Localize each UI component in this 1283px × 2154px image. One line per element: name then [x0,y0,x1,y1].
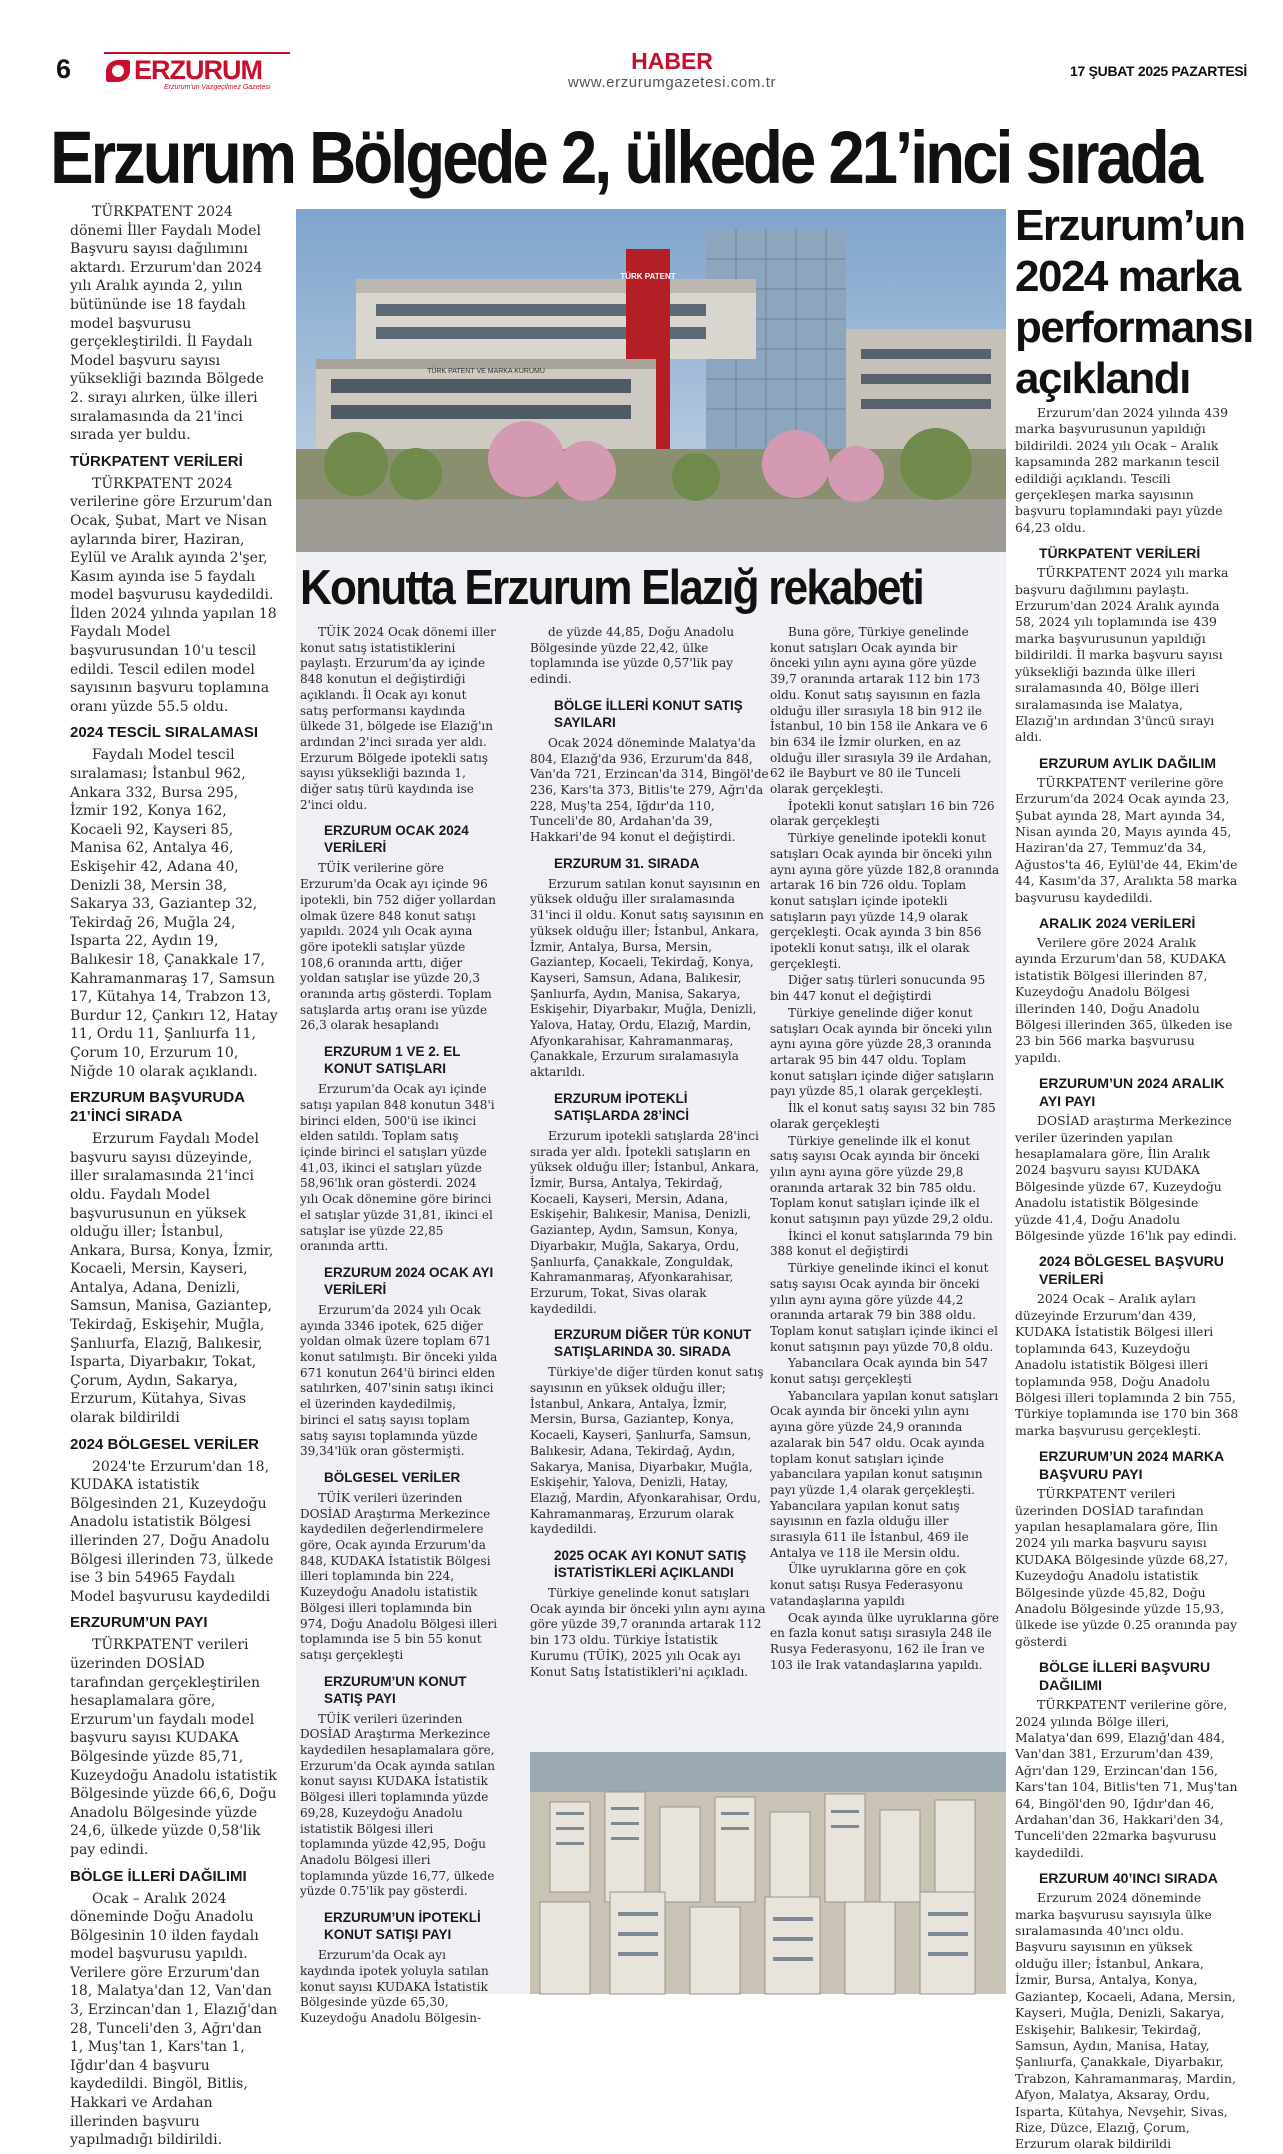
sidebar-headline: Erzurum’un 2024 marka performansı açıklandı [1015,201,1253,403]
article-konut-column-1 [300,625,498,2028]
sign-kurum: TÜRK PATENT VE MARKA KURUMU [427,368,545,375]
section-subheading: ERZURUM’UN 2024 ARALIK AYI PAYI [1039,1075,1225,1110]
section-subheading: ERZURUM AYLIK DAĞILIM [1039,754,1217,771]
logo-text: ERZURUM [134,55,262,85]
paragraph: İlk el konut satış sayısı 32 bin 785 olarak gerçekleşti [770,1101,996,1131]
article-konut-column-2 [530,625,770,1681]
page-header [0,0,1283,95]
section-subheading: ERZURUM’UN 2024 MARKA BAŞVURU PAYI [1039,1448,1224,1483]
article-faydali-model [70,203,278,2151]
paragraph: Faydalı Model tescil sıralaması; İstanbul 962, Ankara 332, Bursa 295, İzmir 192, Konya 162, Kocaeli 92, Kayseri 85, Manisa 62, Antalya 46, Eskişehir 42, Adana 40, Denizli 38, Mersin 38, Sakarya 33, Gaziantep 32, Tekirdağ 26, Muğla 24, Isparta 22, Aydın 19, Balıkesir 18, Çanakkale 17, Kahramanmaraş 17, Samsun 17, Kütahya 14, Trabzon 13, Burdur 12, Çankırı 12, Hatay 11, Ordu 11, Şanlıurfa 11, Çorum 10, Erzurum 10, Niğde 10 olarak açıklandı. [70,747,278,1080]
paragraph: İkinci el konut satışlarında 79 bin 388 konut el değiştirdi [770,1228,993,1259]
paragraph: TÜRKPATENT 2024 dönemi İller Faydalı Model Başvuru sayısı dağılımını aktardı. Erzurum'dan 2024 yılı Aralık ayında 2, yılın bütününde ise 18 faydalı model başvurusu gerçekleştirildi. İl Faydalı Model başvuru sayısı yüksekliği bazında Bölgede 2. sırayı alırken, ülke illeri sıralamasında da 21'inci sırada yer buldu. [70,204,264,444]
building-illustration [296,209,1006,552]
paragraph: TÜİK verileri üzerinden DOSİAD Araştırma Merkezince kaydedilen hesaplamalara göre, Erzurum'da Ocak ayında satılan konut sayısı KUDAKA İstatistik Bölgesi illeri toplamında yüzde 69,28, Kuzeydoğu Anadolu istatistik Bölgesi illeri toplamında yüzde 42,95, Doğu Anadolu Bölgesi illeri toplamında yüzde 16,77, ülkede yüzde 0.75'lik pay gösterdi. [300,1711,495,1899]
paragraph: TÜİK verileri üzerinden DOSİAD Araştırma Merkezince kaydedilen değerlendirmelere göre, Ocak ayında Erzurum'da 848, KUDAKA İstatistik Bölgesi illeri toplamında bin 224, Kuzeydoğu Anadolu istatistik Bölgesi illeri toplamında bin 974, Doğu Anadolu Bölgesi illeri toplamında ise 5 bin 55 konut satışı gerçekleşti [300,1490,498,1662]
main-headline: Erzurum Bölgede 2, ülkede 21’inci sırada [50,116,1200,199]
paragraph: DOSİAD araştırma Merkezince veriler üzerinden yapılan hesaplamalara göre, İlin Aralık 2024 başvuru sayısı KUDAKA Bölgesinde yüzde 67, Kuzeydoğu Anadolu istatistik Bölgesinde yüzde 41,4, Doğu Anadolu Bölgesinde yüzde 16'lık pay edindi. [1015,1113,1237,1244]
section-subheading: ERZURUM 1 VE 2. EL KONUT SATIŞLARI [324,1044,461,1077]
paragraph: Erzurum'da Ocak ayı kaydında ipotek yoluyla satılan konut sayısı KUDAKA İstatistik Bölgesinde yüzde 65,30, Kuzeydoğu Anadolu Bölgesin- [300,1948,489,2025]
paragraph: İpotekli konut satışları 16 bin 726 olarak gerçekleşti [770,798,995,829]
paragraph: Erzurum ipotekli satışlarda 28'inci sırada yer aldı. İpotekli satışların en yüksek olduğu iller; İstanbul, Ankara, İzmir, Bursa, Antalya, Tekirdağ, Kocaeli, Kayseri, Mersin, Adana, Eskişehir, Balıkesir, Manisa, Denizli, Gaziantep, Aydın, Samsun, Konya, Diyarbakır, Muğla, Sakarya, Ordu, Şanlıurfa, Çanakkale, Zonguldak, Kahramanmaraş, Afyonkarahisar, Erzurum, Tokat, Sivas olarak kaydedildi. [530,1128,760,1316]
section-subheading: ERZURUM DİĞER TÜR KONUT SATIŞLARINDA 30. SIRADA [554,1327,752,1360]
paragraph: Diğer satış türleri sonucunda 95 bin 447 konut el değiştirdi [770,973,986,1004]
logo-slogan: Erzurum'un Vazgeçilmez Gazetesi [164,84,271,91]
paragraph: Erzurum'dan 2024 yılında 439 marka başvurusunun yapıldığı bildirildi. 2024 yılı Ocak – Aralık kapsamında 282 markanın tescil edildiği açıklandı. Tescili gerçekleşen marka sayısının başvuru toplamındaki payı yüzde 64,23 oldu. [1015,405,1229,535]
paragraph: TÜRKPATENT verileri üzerinden DOSİAD tarafından yapılan hesaplamalara göre, İlin 2024 yılı marka başvuru sayısı KUDAKA Bölgesinde yüzde 68,27, Kuzeydoğu Anadolu istatistik Bölgesinde yüzde 45,82, Doğu Anadolu Bölgesinde yüzde 15,93, ülkede ise yüzde 0.25 oranında pay gösterdi [1015,1486,1238,1649]
paragraph: Verilere göre 2024 Aralık ayında Erzurum'dan 58, KUDAKA istatistik Bölgesi illerinden 87, Kuzeydoğu Anadolu Bölgesi illerinden 140, Doğu Anadolu Bölgesi illerinden 365, ülkeden ise 23 bin 566 marka başvurusu yapıldı. [1015,934,1233,1065]
section-subheading: BÖLGE İLLERİ BAŞVURU DAĞILIMI [1039,1659,1211,1694]
section-subheading: ERZURUM 40’INCI SIRADA [1039,1870,1218,1887]
paragraph: 2024 Ocak – Aralık ayları düzeyinde Erzurum'dan 439, KUDAKA İstatistik Bölgesi illeri toplamında 643, Kuzeydoğu Anadolu istatistik Bölgesi illeri toplamında 958, Doğu Anadolu Bölgesi illeri toplamında 2 bin 755, Türkiye toplamında ise 170 bin 368 marka başvurusu gerçekleşti. [1015,1291,1239,1438]
section-subheading: 2024 TESCİL SIRALAMASI [70,724,259,742]
section-subheading: BÖLGE İLLERİ KONUT SATIŞ SAYILARI [554,697,743,730]
sign-turkpatent: TÜRK PATENT [620,272,676,281]
paragraph: TÜRKPATENT 2024 verilerine göre Erzurum'dan Ocak, Şubat, Mart ve Nisan aylarında birer, Haziran, Eylül ve Aralık ayında 2'şer, Kasım ayında ise 5 faydalı model başvurusu kaydedildi. İlden 2024 yılında yapılan 18 Faydalı Model başvurusundan 10'u tescil edildi. Tescil edilen model sayısının başvuru toplamına oranı yüzde 55.5 oldu. [70,475,277,715]
turkpatent-building-photo [296,209,1006,552]
section-label: HABER [631,48,713,74]
paragraph: Ülke uyruklarına göre en çok konut satışı Rusya Federasyonu vatandaşlarına yapıldı [770,1562,967,1608]
paragraph: TÜRKPATENT 2024 yılı marka başvuru dağılımını paylaştı. Erzurum'dan 2024 Aralık ayında 58, 2024 yılı toplamında ise 439 marka başvurusunun yapıldığı bildirildi. İl marka başvuru sayısı yüksekliği bazında ülke illeri sıralamasında 40, Bölge illeri sıralamasında ise Malatya, Elazığ'ın ardından 3'üncü sırayı aldı. [1015,565,1229,745]
website-link[interactable]: www.erzurumgazetesi.com.tr [567,74,777,91]
paragraph: Erzurum Faydalı Model başvuru sayısı düzeyinde, iller sıralamasında 21'inci oldu. Faydalı Model başvurusunun en yüksek olduğu iller; İstanbul, Ankara, Bursa, Konya, İzmir, Kocaeli, Mersin, Kayseri, Antalya, Adana, Denizli, Samsun, Manisa, Gaziantep, Tekirdağ, Eskişehir, Muğla, Şanlıurfa, Elazığ, Balıkesir, Isparta, Diyarbakır, Tokat, Çorum, Aydın, Sakarya, Erzurum, Kütahya, Sivas olarak bildirildi [70,1131,274,1427]
paragraph: TÜRKPATENT verilerine göre Erzurum'da 2024 Ocak ayında 23, Şubat ayında 28, Mart ayında 34, Nisan ayında 20, Mayıs ayında 45, Haziran'da 27, Temmuz'da 34, Ağustos'ta 46, Eylül'de 44, Ekim'de 44, Kasım'da 37, Aralıkta 58 marka başvurusu kaydedildi. [1015,774,1238,905]
section-subheading: ERZURUM 31. SIRADA [554,855,700,871]
page-number: 6 [56,54,72,84]
section-subheading: ERZURUM OCAK 2024 VERİLERİ [324,823,469,856]
paragraph: Erzurum 2024 döneminde marka başvurusu sayısıyla ülke sıralamasında 40'ıncı oldu. Başvuru sayısının en yüksek olduğu iller; İstanbul, Ankara, İzmir, Bursa, Antalya, Konya, Gaziantep, Kocaeli, Adana, Mersin, Kayseri, Muğla, Denizli, Sakarya, Eskişehir, Balıkesir, Tekirdağ, Samsun, Aydın, Manisa, Hatay, Şanlıurfa, Çanakkale, Diyarbakır, Trabzon, Kahramanmaraş, Mardin, Afyon, Malatya, Aksaray, Ordu, Isparta, Kütahya, Nevşehir, Sivas, Rize, Düzce, Elazığ, Çorum, Erzurum olarak bildirildi [1015,1890,1236,2152]
paragraph: Türkiye genelinde konut satışları Ocak ayında bir önceki yılın aynı ayına göre yüzde 39,7 oranında artarak 112 bin 173 oldu. Türkiye İstatistik Kurumu (TÜİK), 2025 yılı Ocak ayı Konut Satış İstatistikleri'ni açıkladı. [530,1586,766,1679]
paragraph: de yüzde 44,85, Doğu Anadolu Bölgesinde yüzde 22,42, ülke toplamında ise yüzde 0,57'lik pay edindi. [530,625,735,687]
section-subheading: BÖLGESEL VERİLER [324,1469,461,1485]
newspaper-logo[interactable] [104,52,290,90]
paragraph: Türkiye'de diğer türden konut satış sayısının en yüksek olduğu iller; İstanbul, Ankara, Antalya, İzmir, Mersin, Bursa, Gaziantep, Konya, Kocaeli, Kayseri, Şanlıurfa, Samsun, Balıkesir, Adana, Tekirdağ, Aydın, Sakarya, Manisa, Diyarbakır, Muğla, Eskişehir, Yalova, Denizli, Hatay, Elazığ, Mardin, Afyonkarahisar, Ordu, Kahramanmaraş, Erzurum olarak kaydedildi. [530,1365,764,1537]
paragraph: Yabancılara Ocak ayında bin 547 konut satışı gerçekleşti [770,1356,988,1387]
paragraph: Ocak 2024 döneminde Malatya'da 804, Elazığ'da 936, Erzurum'da 848, Van'da 721, Erzincan'da 314, Bingöl'de 236, Kars'ta 373, Bitlis'te 279, Ağrı'da 228, Muş'ta 254, Iğdır'da 110, Tunceli'de 80, Ardahan'da 39, Hakkari'de 94 konut el değiştirdi. [530,735,769,845]
paragraph: TÜRKPATENT verileri üzerinden DOSİAD tarafından gerçekleştirilen hesaplamalara göre, Erzurum'un faydalı model başvuru sayısı KUDAKA Bölgesinde yüzde 85,71, Kuzeydoğu Anadolu istatistik Bölgesinde yüzde 66,6, Doğu Anadolu Bölgesinde yüzde 24,6, ülkede yüzde 0,58'lik pay edindi. [70,1637,277,1858]
section-subheading: 2024 BÖLGESEL BAŞVURU VERİLERİ [1039,1253,1224,1288]
section-subheading: ERZURUM’UN PAYI [70,1614,208,1632]
paragraph: TÜİK 2024 Ocak dönemi iller konut satış istatistiklerini paylaştı. Erzurum'da ay içinde 848 konutun el değiştirdiği açıklandı. İl Ocak ayı konut satış performansı kaydında ülkede 31, bölgede ise Elazığ'ın ardından 2'inci sırada yer aldı. Erzurum Bölgede ipotekli satış sayısı yüksekliği bazında 1, diğer satış türü kaydında ise 2'inci oldu. [300,625,496,812]
paragraph: Erzurum satılan konut sayısının en yüksek olduğu iller sıralamasında 31'inci il oldu. Konut satış sayısının en yüksek olduğu iller; İstanbul, Ankara, İzmir, Antalya, Bursa, Mersin, Gaziantep, Kocaeli, Tekirdağ, Konya, Kayseri, Samsun, Adana, Balıkesir, Şanlıurfa, Aydın, Manisa, Sakarya, Eskişehir, Diyarbakır, Muğla, Denizli, Yalova, Hatay, Ordu, Elazığ, Mardin, Afyonkarahisar, Kahramanmaraş, Çanakkale, Erzurum sıralamasıyla aktarıldı. [530,876,764,1080]
article-konut-column-3 [770,625,1000,1674]
paragraph: Türkiye genelinde ipotekli konut satışları Ocak ayında bir önceki yılın aynı ayına göre yüzde 182,8 oranında artarak 16 bin 726 oldu. Toplam konut satışları içinde ipotekli satışların payı yüzde 14,9 olarak gerçekleşti. Ocak ayında 3 bin 856 ipotekli konut satışı, ilk el olarak gerçekleşti. [770,831,1000,971]
paragraph: TÜRKPATENT verilerine göre, 2024 yılında Bölge illeri, Malatya'dan 699, Elazığ'dan 484, Van'dan 381, Erzurum'dan 439, Ağrı'dan 129, Erzincan'dan 156, Kars'tan 104, Bitlis'ten 71, Muş'tan 64, Bingöl'den 90, Iğdır'dan 46, Ardahan'dan 36, Hakkari'den 34, Tunceli'den 22marka başvurusu kaydedildi. [1015,1697,1238,1860]
section-subheading: TÜRKPATENT VERİLERİ [1039,545,1201,562]
paragraph: Türkiye genelinde diğer konut satışları Ocak ayında bir önceki yılın aynı ayına göre yüzde 28,3 oranında artarak 95 bin 447 oldu. Toplam konut satışları içinde diğer satışların payı yüzde 85,1 olarak gerçekleşti. [770,1005,995,1099]
section-subheading: 2025 OCAK AYI KONUT SATIŞ İSTATİSTİKLERİ AÇIKLANDI [554,1548,747,1581]
article-marka-performansi [1015,405,1239,2154]
paragraph: Erzurum'da 2024 yılı Ocak ayında 3346 ipotek, 625 diğer yoldan olmak üzere toplam 671 konut satılmıştı. Bir önceki yılda 671 konutun 264'ü birinci elden satılırken, 407'sinin satışı ikinci el üzerinden kaydedilmiş, birinci el satış sayısı toplam satış sayısı toplamında yüzde 39,34'lük oran göstermişti. [300,1302,498,1459]
section-subheading: ARALIK 2024 VERİLERİ [1039,914,1196,931]
paragraph: Türkiye genelinde ilk el konut satış sayısı Ocak ayında bir önceki yılın aynı ayına göre yüzde 29,8 oranında artarak 32 bin 785 oldu. Toplam konut satışları içinde ilk el konut satışının payı yüzde 29,2 oldu. [770,1133,994,1227]
section-subheading: ERZURUM İPOTEKLİ SATIŞLARDA 28’İNCİ [554,1090,690,1123]
paragraph: Yabancılara yapılan konut satışları Ocak ayında bir önceki yılın aynı ayına göre yüzde 24,9 oranında azalarak bin 547 oldu. Ocak ayında toplam konut satışları içinde yabancılara yapılan konut satışının payı yüzde 1,4 olarak gerçekleşti. Yabancılara yapılan konut satış sayısının en fazla olduğu iller sırasıyla 611 ile İstanbul, 469 ile Antalya ve 118 ile Mersin oldu. [770,1388,999,1560]
paragraph: Erzurum'da Ocak ayı içinde satışı yapılan 848 konutun 348'i birinci elden, 500'ü ise ikinci elden satıldı. Toplam satış içinde birinci el satışları yüzde 41,03, ikinci el satışları yüzde 58,96'lık oran gösterdi. 2024 yılı Ocak dönemine göre birinci el satışlar yüzde 31,81, ikinci el satışlar ise yüzde 22,85 oranında arttı. [300,1082,495,1254]
paragraph: Türkiye genelinde ikinci el konut satış sayısı Ocak ayında bir önceki yılın aynı ayına göre yüzde 44,2 oranında artarak 79 bin 388 oldu. Toplam konut satışları içinde ikinci el konut satışının payı yüzde 70,8 oldu. [770,1261,998,1354]
section-subheading: BÖLGE İLLERİ DAĞILIMI [70,1867,247,1885]
issue-date: 17 ŞUBAT 2025 PAZARTESİ [1070,63,1247,79]
paragraph: 2024'te Erzurum'dan 18, KUDAKA istatistik Bölgesinden 21, Kuzeydoğu Anadolu istatistik Bölgesi illerinden 27, Doğu Anadolu Bölgesi illerinden 73, ülkede ise 3 bin 54965 Faydalı Model başvurusu kaydedildi [70,1458,274,1605]
paragraph: Buna göre, Türkiye genelinde konut satışları Ocak ayında bir önceki yılın aynı ayına göre yüzde 39,7 oranında artarak 112 bin 173 oldu. Konut satış sayısının en fazla olduğu iller sırasıyla 18 bin 912 ile İstanbul, 10 bin 158 ile Ankara ve 6 bin 634 ile İzmir olurken, en az olduğu iller sırasıyla 39 ile Ardahan, 62 ile Bayburt ve 80 ile Tunceli olarak gerçekleşti. [770,625,992,797]
paragraph: Ocak ayında ülke uyruklarına göre en fazla konut satışı sırasıyla 248 ile Rusya Federasyonu, 162 ile İran ve 103 ile Irak vatandaşlarına yapıldı. [770,1610,999,1672]
section-subheading: ERZURUM’UN İPOTEKLİ KONUT SATIŞI PAYI [324,1910,481,1943]
paragraph: Ocak – Aralık 2024 döneminde Doğu Anadolu Bölgesinin 10 ilden faydalı model başvurusu yapıldı. Verilere göre Erzurum'dan 18, Malatya'dan 12, Van'dan 3, Erzincan'dan 1, Elazığ'dan 28, Tunceli'den 3, Ağrı'dan 1, Muş'tan 1, Kars'tan 1, Iğdır'dan 4 başvuru kaydedildi. Bingöl, Bitlis, Hakkari ve Ardahan illerinden başvuru yapılmadığı bildirildi. [70,1890,278,2149]
apartment-blocks-illustration [530,1752,1006,1994]
section-subheading: 2024 BÖLGESEL VERİLER [70,1435,259,1453]
housing-aerial-photo [530,1752,1006,1994]
paragraph: TÜİK verilerine göre Erzurum'da Ocak ayı içinde 96 ipotekli, bin 752 diğer yollardan olmak üzere 848 konut satışı yapıldı. 2024 yılı Ocak ayına göre ipotekli satışlar yüzde 108,6 oranında arttı, diğer yoldan satışlar ise yüzde 20,3 oranında artış gösterdi. Toplam satışlarda artış oranı ise yüzde 26,3 olarak hesaplandı [300,861,497,1033]
housing-headline: Konutta Erzurum Elazığ rekabeti [300,561,923,615]
logo-emblem-icon [106,60,130,82]
section-subheading: ERZURUM 2024 OCAK AYI VERİLERİ [324,1264,494,1297]
section-subheading: ERZURUM BAŞVURUDA 21’İNCİ SIRADA [70,1089,245,1126]
section-subheading: ERZURUM’UN KONUT SATIŞ PAYI [324,1673,467,1706]
section-subheading: TÜRKPATENT VERİLERİ [70,452,243,470]
